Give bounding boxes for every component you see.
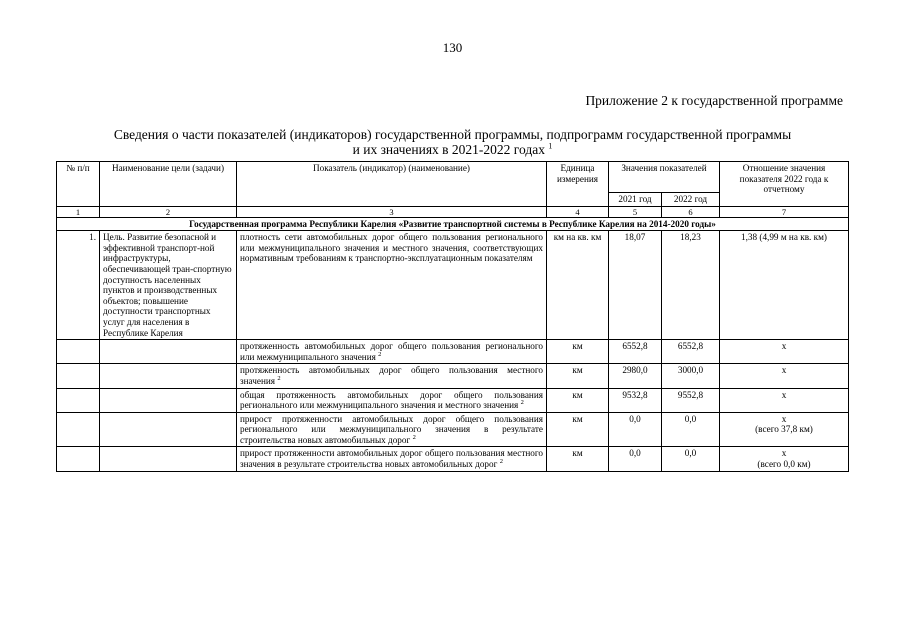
column-number: 2 xyxy=(100,206,237,217)
row-value-2022: 0,0 xyxy=(662,412,720,447)
title-footnote-mark: 1 xyxy=(548,141,553,151)
header-num: № п/п xyxy=(57,162,100,207)
header-ratio: Отношение значения показателя 2022 года к отчетному xyxy=(720,162,849,207)
column-number: 3 xyxy=(237,206,547,217)
row-number xyxy=(57,412,100,447)
program-row xyxy=(57,217,849,231)
row-number xyxy=(57,364,100,388)
row-value-2022: 3000,0 xyxy=(662,364,720,388)
row-indicator xyxy=(237,388,547,412)
table-body xyxy=(57,231,849,471)
column-number: 6 xyxy=(662,206,720,217)
row-unit: км на кв. км xyxy=(547,231,609,340)
row-indicator xyxy=(237,447,547,471)
title-line-2 xyxy=(40,142,865,157)
indicators-table xyxy=(56,161,849,472)
header-indicator: Показатель (индикатор) (наименование) xyxy=(237,162,547,207)
row-value-2021: 0,0 xyxy=(609,412,662,447)
footnote-mark: 2 xyxy=(378,350,382,358)
row-goal xyxy=(100,340,237,364)
table-row xyxy=(57,412,849,447)
row-indicator xyxy=(237,412,547,447)
table-row xyxy=(57,388,849,412)
row-ratio xyxy=(720,412,849,447)
row-value-2021: 18,07 xyxy=(609,231,662,340)
column-number: 5 xyxy=(609,206,662,217)
row-unit: км xyxy=(547,364,609,388)
row-unit: км xyxy=(547,340,609,364)
row-unit: км xyxy=(547,388,609,412)
row-unit: км xyxy=(547,447,609,471)
ratio-note: (всего 0,0 км) xyxy=(757,459,811,470)
row-value-2021: 0,0 xyxy=(609,447,662,471)
footnote-mark: 2 xyxy=(412,433,416,441)
indicator-text: общая протяженность автомобильных дорог общего пользования регионального или межмуниципального значения и местного значения xyxy=(240,389,543,411)
title-line-2-text: и их значениях в 2021-2022 годах xyxy=(352,142,545,157)
column-numbers-row xyxy=(57,206,849,217)
ratio-value: х xyxy=(781,389,787,400)
ratio-value: х xyxy=(781,448,787,459)
row-indicator xyxy=(237,364,547,388)
column-number: 1 xyxy=(57,206,100,217)
row-number xyxy=(57,447,100,471)
row-ratio xyxy=(720,388,849,412)
row-ratio xyxy=(720,340,849,364)
indicator-text: прирост протяженности автомобильных дорог общего пользования местного значения в результате строительства новых автомобильных дорог xyxy=(240,448,543,470)
row-value-2022: 6552,8 xyxy=(662,340,720,364)
ratio-note: (всего 37,8 км) xyxy=(755,424,813,435)
row-value-2021: 9532,8 xyxy=(609,388,662,412)
row-ratio xyxy=(720,447,849,471)
indicator-text: протяженность автомобильных дорог общего пользования местного значения xyxy=(240,365,543,386)
ratio-value: х xyxy=(781,413,787,424)
row-number xyxy=(57,388,100,412)
table-row xyxy=(57,447,849,471)
row-goal xyxy=(100,447,237,471)
row-value-2021: 2980,0 xyxy=(609,364,662,388)
header-unit: Единица измерения xyxy=(547,162,609,207)
row-indicator xyxy=(237,231,547,340)
row-value-2022: 0,0 xyxy=(662,447,720,471)
header-row xyxy=(57,162,849,193)
row-ratio xyxy=(720,364,849,388)
row-number xyxy=(57,340,100,364)
row-ratio xyxy=(720,231,849,340)
ratio-value: 1,38 (4,99 м на кв. км) xyxy=(741,232,827,243)
footnote-mark: 2 xyxy=(499,458,503,465)
row-goal xyxy=(100,364,237,388)
indicator-text: плотность сети автомобильных дорог общего пользования регионального или межмуниципального значения и местного значения, соответствующих нормативным требованиям к транспортно-эксплуатационным показателям xyxy=(240,232,543,264)
table-row xyxy=(57,364,849,388)
row-number: 1. xyxy=(57,231,100,340)
table-row xyxy=(57,340,849,364)
header-values: Значения показателей xyxy=(609,162,720,193)
column-number: 7 xyxy=(720,206,849,217)
row-value-2021: 6552,8 xyxy=(609,340,662,364)
footnote-mark: 2 xyxy=(520,399,524,407)
row-value-2022: 18,23 xyxy=(662,231,720,340)
indicator-text: прирост протяженности автомобильных дорог общего пользования регионального или межмуниципального значения в результате строительства новых автомобильных дорог xyxy=(240,413,543,445)
header-year-2021: 2021 год xyxy=(609,193,662,207)
header-year-2022: 2022 год xyxy=(662,193,720,207)
appendix-caption: Приложение 2 к государственной программе xyxy=(585,93,843,108)
title-line-1: Сведения о части показателей (индикаторов) государственной программы, подпрограмм государственной программы xyxy=(113,127,792,142)
row-goal: Цель. Развитие безопасной и эффективной транспорт-ной инфраструктуры, обеспечивающей тран-спортную доступность населенных пунктов и производственных объектов; повышение доступности транспортных услуг для населения в Республике Карелия xyxy=(100,231,237,340)
row-value-2022: 9552,8 xyxy=(662,388,720,412)
indicator-text: протяженность автомобильных дорог общего пользования регионального или межмуниципального значения xyxy=(240,341,543,362)
column-number: 4 xyxy=(547,206,609,217)
table-row xyxy=(57,231,849,340)
ratio-value: х xyxy=(781,341,787,352)
header-goal: Наименование цели (задачи) xyxy=(100,162,237,207)
program-title: Государственная программа Республики Карелия «Развитие транспортной системы в Республике Карелия на 2014-2020 годы» xyxy=(57,217,849,231)
row-indicator xyxy=(237,340,547,364)
row-unit: км xyxy=(547,412,609,447)
row-goal xyxy=(100,412,237,447)
ratio-value: х xyxy=(781,365,787,376)
row-goal xyxy=(100,388,237,412)
page-number: 130 xyxy=(442,40,463,55)
footnote-mark: 2 xyxy=(277,374,281,382)
document-title xyxy=(40,127,865,157)
